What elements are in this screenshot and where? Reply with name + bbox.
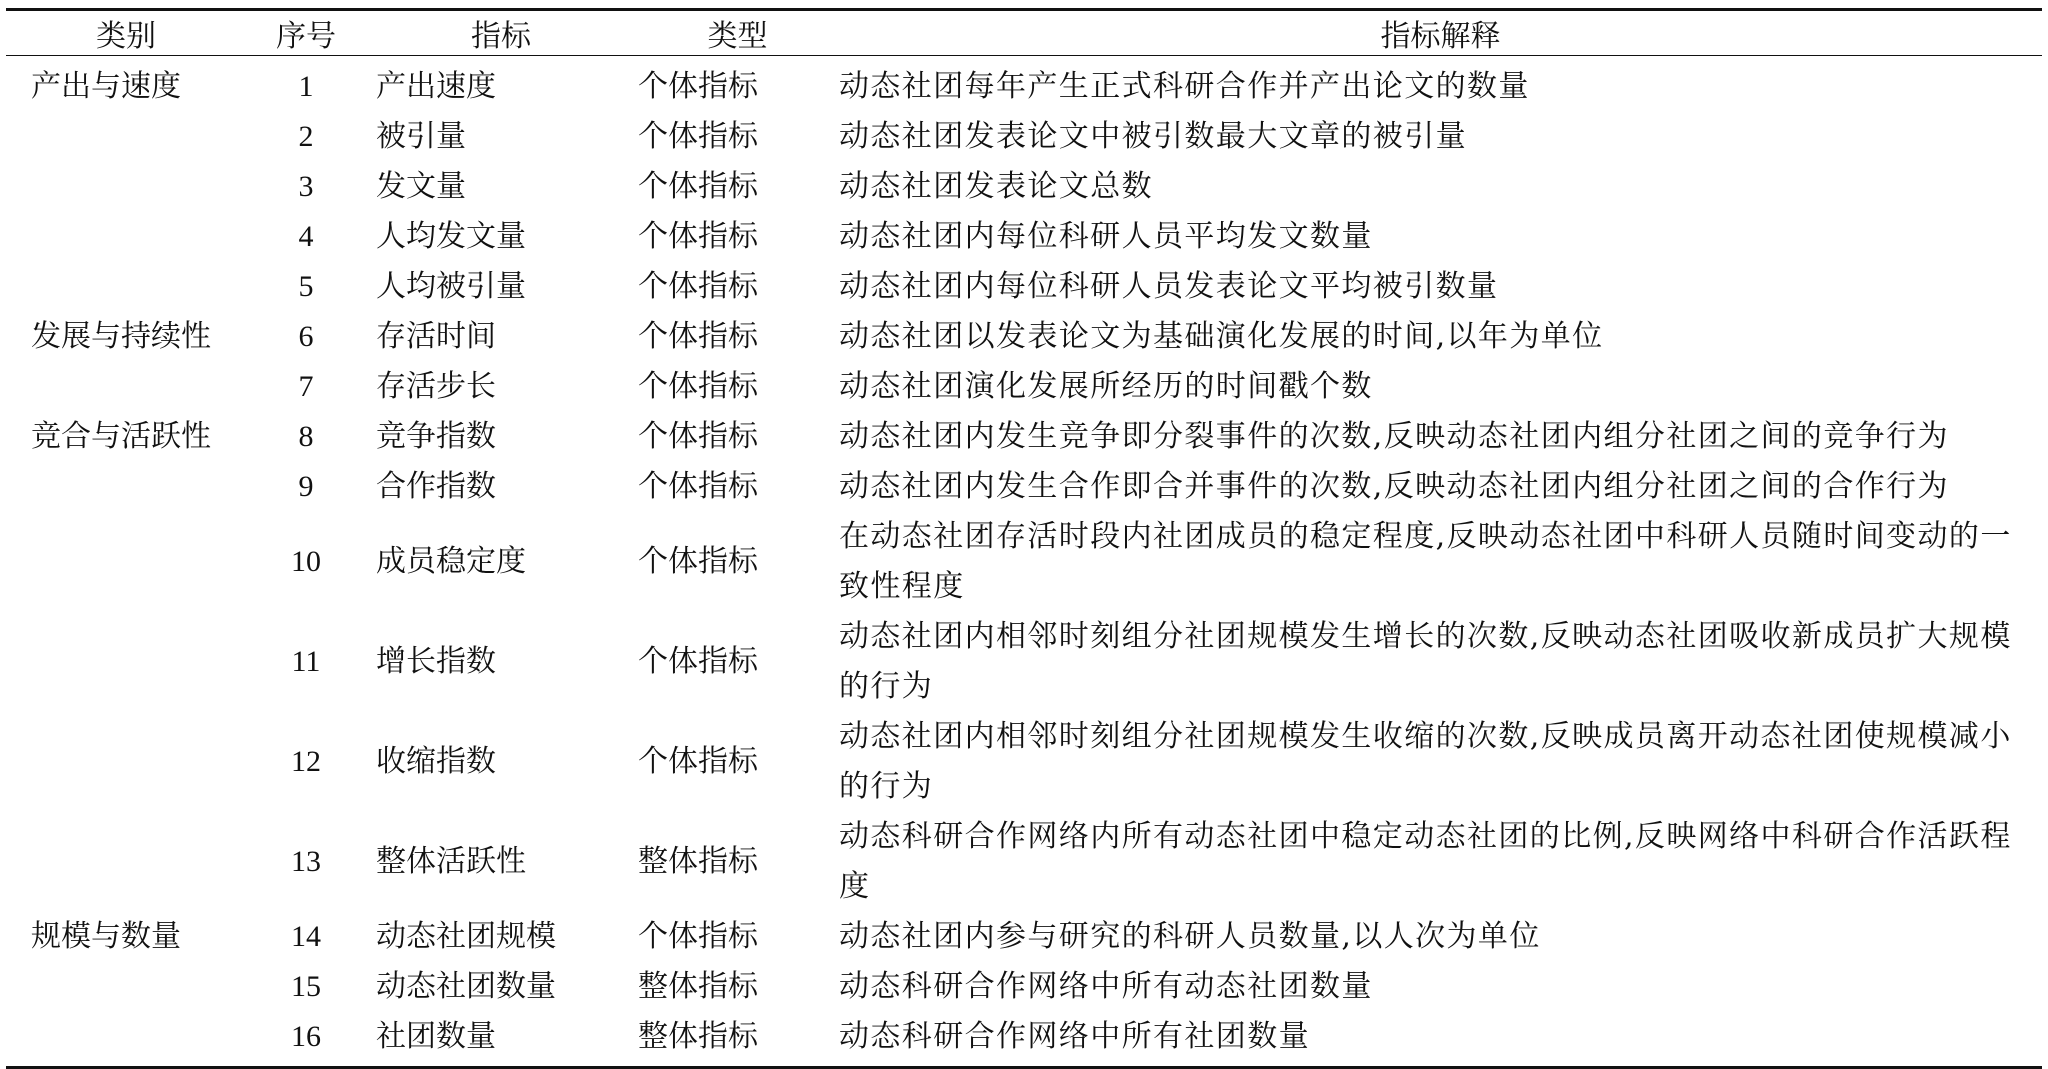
cell-number: 1 [298,70,314,103]
cell-number: 2 [298,120,314,153]
cell-indicator: 合作指数 [376,469,496,504]
cell-indicator: 增长指数 [376,644,496,679]
cell-explanation: 动态社团发表论文中被引数最大文章的被引量 [839,119,1467,154]
table-row [6,462,2042,512]
indicator-table [6,8,2042,1069]
cell-type: 个体指标 [638,919,758,954]
cell-explanation: 动态社团内每位科研人员平均发文数量 [839,219,1373,254]
cell-explanation: 动态社团内每位科研人员发表论文平均被引数量 [839,269,1499,304]
cell-explanation: 动态社团以发表论文为基础演化发展的时间,以年为单位 [839,319,1604,354]
cell-indicator: 存活步长 [376,369,496,404]
table-row [6,112,2042,162]
cell-category [6,362,246,412]
table-row [6,212,2042,262]
cell-number: 6 [298,320,314,353]
header-category: 类别 [96,19,156,54]
cell-indicator: 收缩指数 [376,744,496,779]
cell-explanation: 动态社团演化发展所经历的时间戳个数 [839,369,1373,404]
cell-indicator: 动态社团规模 [376,919,556,954]
cell-indicator: 社团数量 [376,1019,496,1054]
cell-explanation: 动态社团内相邻时刻组分社团规模发生增长的次数,反映动态社团吸收新成员扩大规模的行为 [839,619,2012,704]
table-row [6,712,2042,812]
table-row [6,56,2042,113]
cell-indicator: 整体活跃性 [376,844,526,879]
cell-type: 个体指标 [638,369,758,404]
cell-category [6,962,246,1012]
table-row [6,362,2042,412]
cell-category: 发展与持续性 [31,319,211,354]
table-row [6,812,2042,912]
cell-explanation: 动态社团内发生竞争即分裂事件的次数,反映动态社团内组分社团之间的竞争行为 [839,419,1949,454]
cell-indicator: 被引量 [376,119,466,154]
cell-indicator: 存活时间 [376,319,496,354]
cell-number: 7 [298,370,314,403]
cell-explanation: 动态科研合作网络中所有社团数量 [839,1019,1310,1054]
cell-type: 个体指标 [638,419,758,454]
cell-type: 整体指标 [638,1019,758,1054]
cell-type: 整体指标 [638,844,758,879]
cell-category [6,262,246,312]
table-row [6,612,2042,712]
cell-type: 个体指标 [638,119,758,154]
cell-category [6,712,246,812]
cell-category [6,812,246,912]
cell-explanation: 动态社团内相邻时刻组分社团规模发生收缩的次数,反映成员离开动态社团使规模减小的行为 [839,719,2012,804]
cell-number: 16 [291,1020,321,1053]
cell-type: 个体指标 [638,469,758,504]
cell-explanation: 动态社团发表论文总数 [839,169,1153,204]
cell-number: 12 [291,745,321,778]
cell-number: 10 [291,545,321,578]
table-row [6,412,2042,462]
cell-indicator: 人均被引量 [376,269,526,304]
cell-category [6,112,246,162]
table-header [6,10,2042,56]
cell-category: 产出与速度 [31,69,181,104]
cell-category [6,212,246,262]
cell-indicator: 成员稳定度 [376,544,526,579]
cell-category [6,512,246,612]
cell-indicator: 产出速度 [376,69,496,104]
cell-indicator: 动态社团数量 [376,969,556,1004]
cell-explanation: 在动态社团存活时段内社团成员的稳定程度,反映动态社团中科研人员随时间变动的一致性程度 [839,519,2012,604]
cell-number: 3 [298,170,314,203]
cell-number: 14 [291,920,321,953]
cell-explanation: 动态社团每年产生正式科研合作并产出论文的数量 [839,69,1530,104]
indicator-table-container [6,8,2042,1069]
table-row [6,962,2042,1012]
table-row [6,162,2042,212]
cell-indicator: 竞争指数 [376,419,496,454]
cell-number: 11 [291,645,321,678]
header-row [6,10,2042,56]
cell-explanation: 动态社团内参与研究的科研人员数量,以人次为单位 [839,919,1541,954]
cell-category: 竞合与活跃性 [31,419,211,454]
table-row [6,912,2042,962]
cell-type: 个体指标 [638,744,758,779]
cell-type: 个体指标 [638,644,758,679]
cell-category [6,462,246,512]
cell-category [6,162,246,212]
table-row [6,312,2042,362]
cell-number: 8 [298,420,314,453]
cell-explanation: 动态社团内发生合作即合并事件的次数,反映动态社团内组分社团之间的合作行为 [839,469,1949,504]
cell-number: 4 [298,220,314,253]
cell-type: 个体指标 [638,269,758,304]
table-row [6,512,2042,612]
cell-type: 个体指标 [638,219,758,254]
header-indicator: 指标 [471,19,531,54]
cell-type: 个体指标 [638,544,758,579]
header-explanation: 指标解释 [1380,19,1501,54]
table-row [6,262,2042,312]
cell-indicator: 发文量 [376,169,466,204]
header-type: 类型 [707,19,768,54]
cell-type: 整体指标 [638,969,758,1004]
cell-category: 规模与数量 [31,919,181,954]
cell-number: 9 [298,470,314,503]
cell-type: 个体指标 [638,319,758,354]
cell-explanation: 动态科研合作网络中所有动态社团数量 [839,969,1373,1004]
cell-type: 个体指标 [638,169,758,204]
cell-number: 5 [298,270,314,303]
cell-category [6,612,246,712]
cell-explanation: 动态科研合作网络内所有动态社团中稳定动态社团的比例,反映网络中科研合作活跃程度 [839,819,2012,904]
header-number: 序号 [276,19,336,54]
table-body [6,56,2042,1068]
cell-number: 13 [291,845,321,878]
cell-indicator: 人均发文量 [376,219,526,254]
cell-type: 个体指标 [638,69,758,104]
cell-number: 15 [291,970,321,1003]
